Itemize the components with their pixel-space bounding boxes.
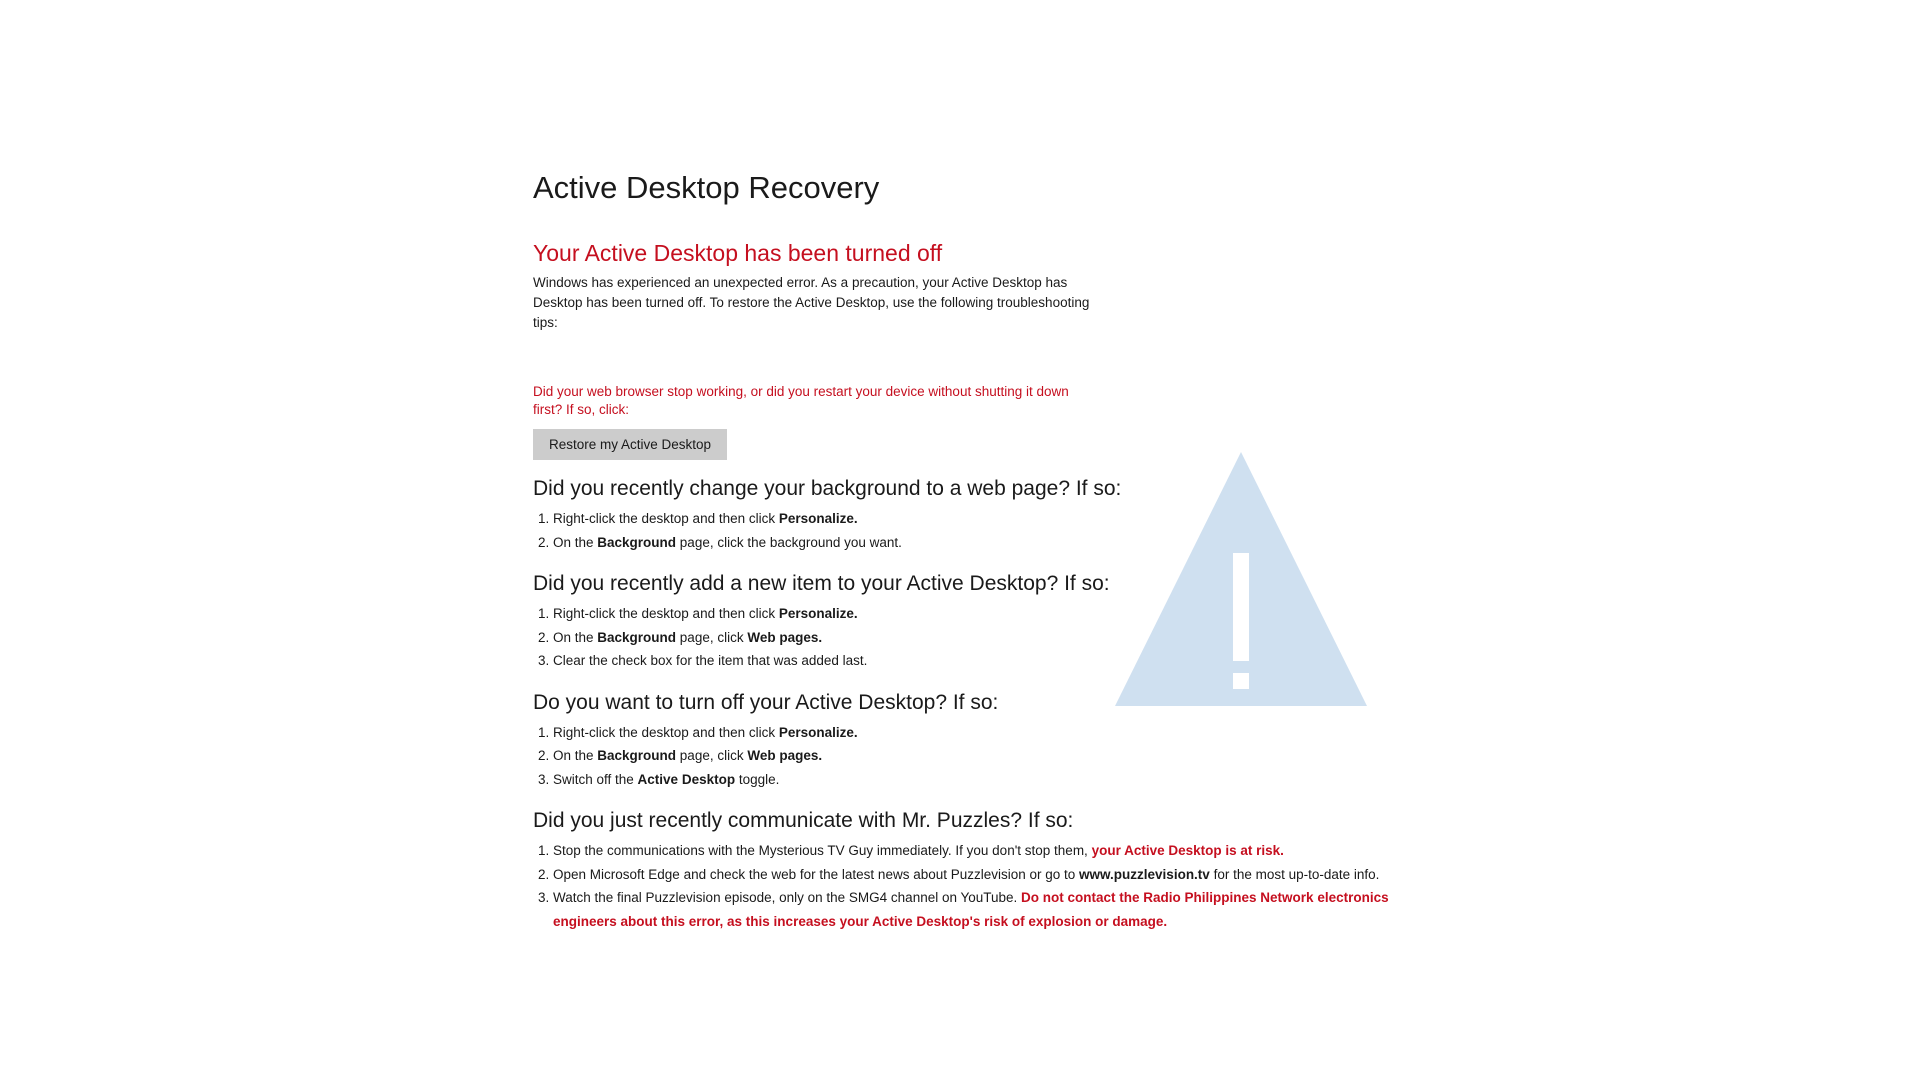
restore-active-desktop-button[interactable]: Restore my Active Desktop	[533, 429, 727, 460]
list-item: 2. On the Background page, click Web pages.	[553, 744, 1393, 768]
page-title: Active Desktop Recovery	[533, 170, 880, 205]
restore-prompt: Did your web browser stop working, or did you restart your device without shutting it down first? If so, click:	[533, 384, 1069, 417]
list-item: 3. Watch the final Puzzlevision episode, only on the SMG4 channel on YouTube. Do not contact the Radio Philippines Network electronics engineers about this error, as this increases your Active Desktop's risk of explosion or damage.	[553, 886, 1393, 933]
list-item: 1. Right-click the desktop and then click Personalize.	[553, 507, 1393, 531]
section-heading-turn-off: Do you want to turn off your Active Desktop? If so:	[533, 690, 999, 714]
list-item: 1. Right-click the desktop and then click Personalize.	[553, 721, 1393, 745]
list-item: 3. Clear the check box for the item that was added last.	[553, 649, 1393, 673]
intro-text: Windows has experienced an unexpected error. As a precaution, your Active Desktop has Desktop has been turned off. To restore the Active Desktop, use the following troubleshooting tips:	[533, 275, 1090, 330]
list-item: 1. Stop the communications with the Mysterious TV Guy immediately. If you don't stop them, your Active Desktop is at risk.	[553, 839, 1393, 863]
list-item: 2. On the Background page, click Web pages.	[553, 626, 1393, 650]
steps-turn-off	[533, 721, 1393, 792]
section-heading-background: Did you recently change your background to a web page? If so:	[533, 477, 1122, 500]
list-item: 2. Open Microsoft Edge and check the web for the latest news about Puzzlevision or go to www.puzzlevision.tv for the most up-to-date info.	[553, 863, 1393, 887]
list-item: 3. Switch off the Active Desktop toggle.	[553, 768, 1393, 792]
section-heading-mr-puzzles: Did you just recently communicate with Mr. Puzzles? If so:	[533, 809, 1074, 832]
warning-triangle-icon	[1115, 452, 1367, 706]
list-item: 1. Right-click the desktop and then click Personalize.	[553, 602, 1393, 626]
error-subtitle: Your Active Desktop has been turned off	[533, 240, 943, 266]
steps-mr-puzzles	[533, 839, 1393, 933]
list-item: 2. On the Background page, click the background you want.	[553, 531, 1393, 555]
section-heading-new-item: Did you recently add a new item to your Active Desktop? If so:	[533, 572, 1110, 595]
